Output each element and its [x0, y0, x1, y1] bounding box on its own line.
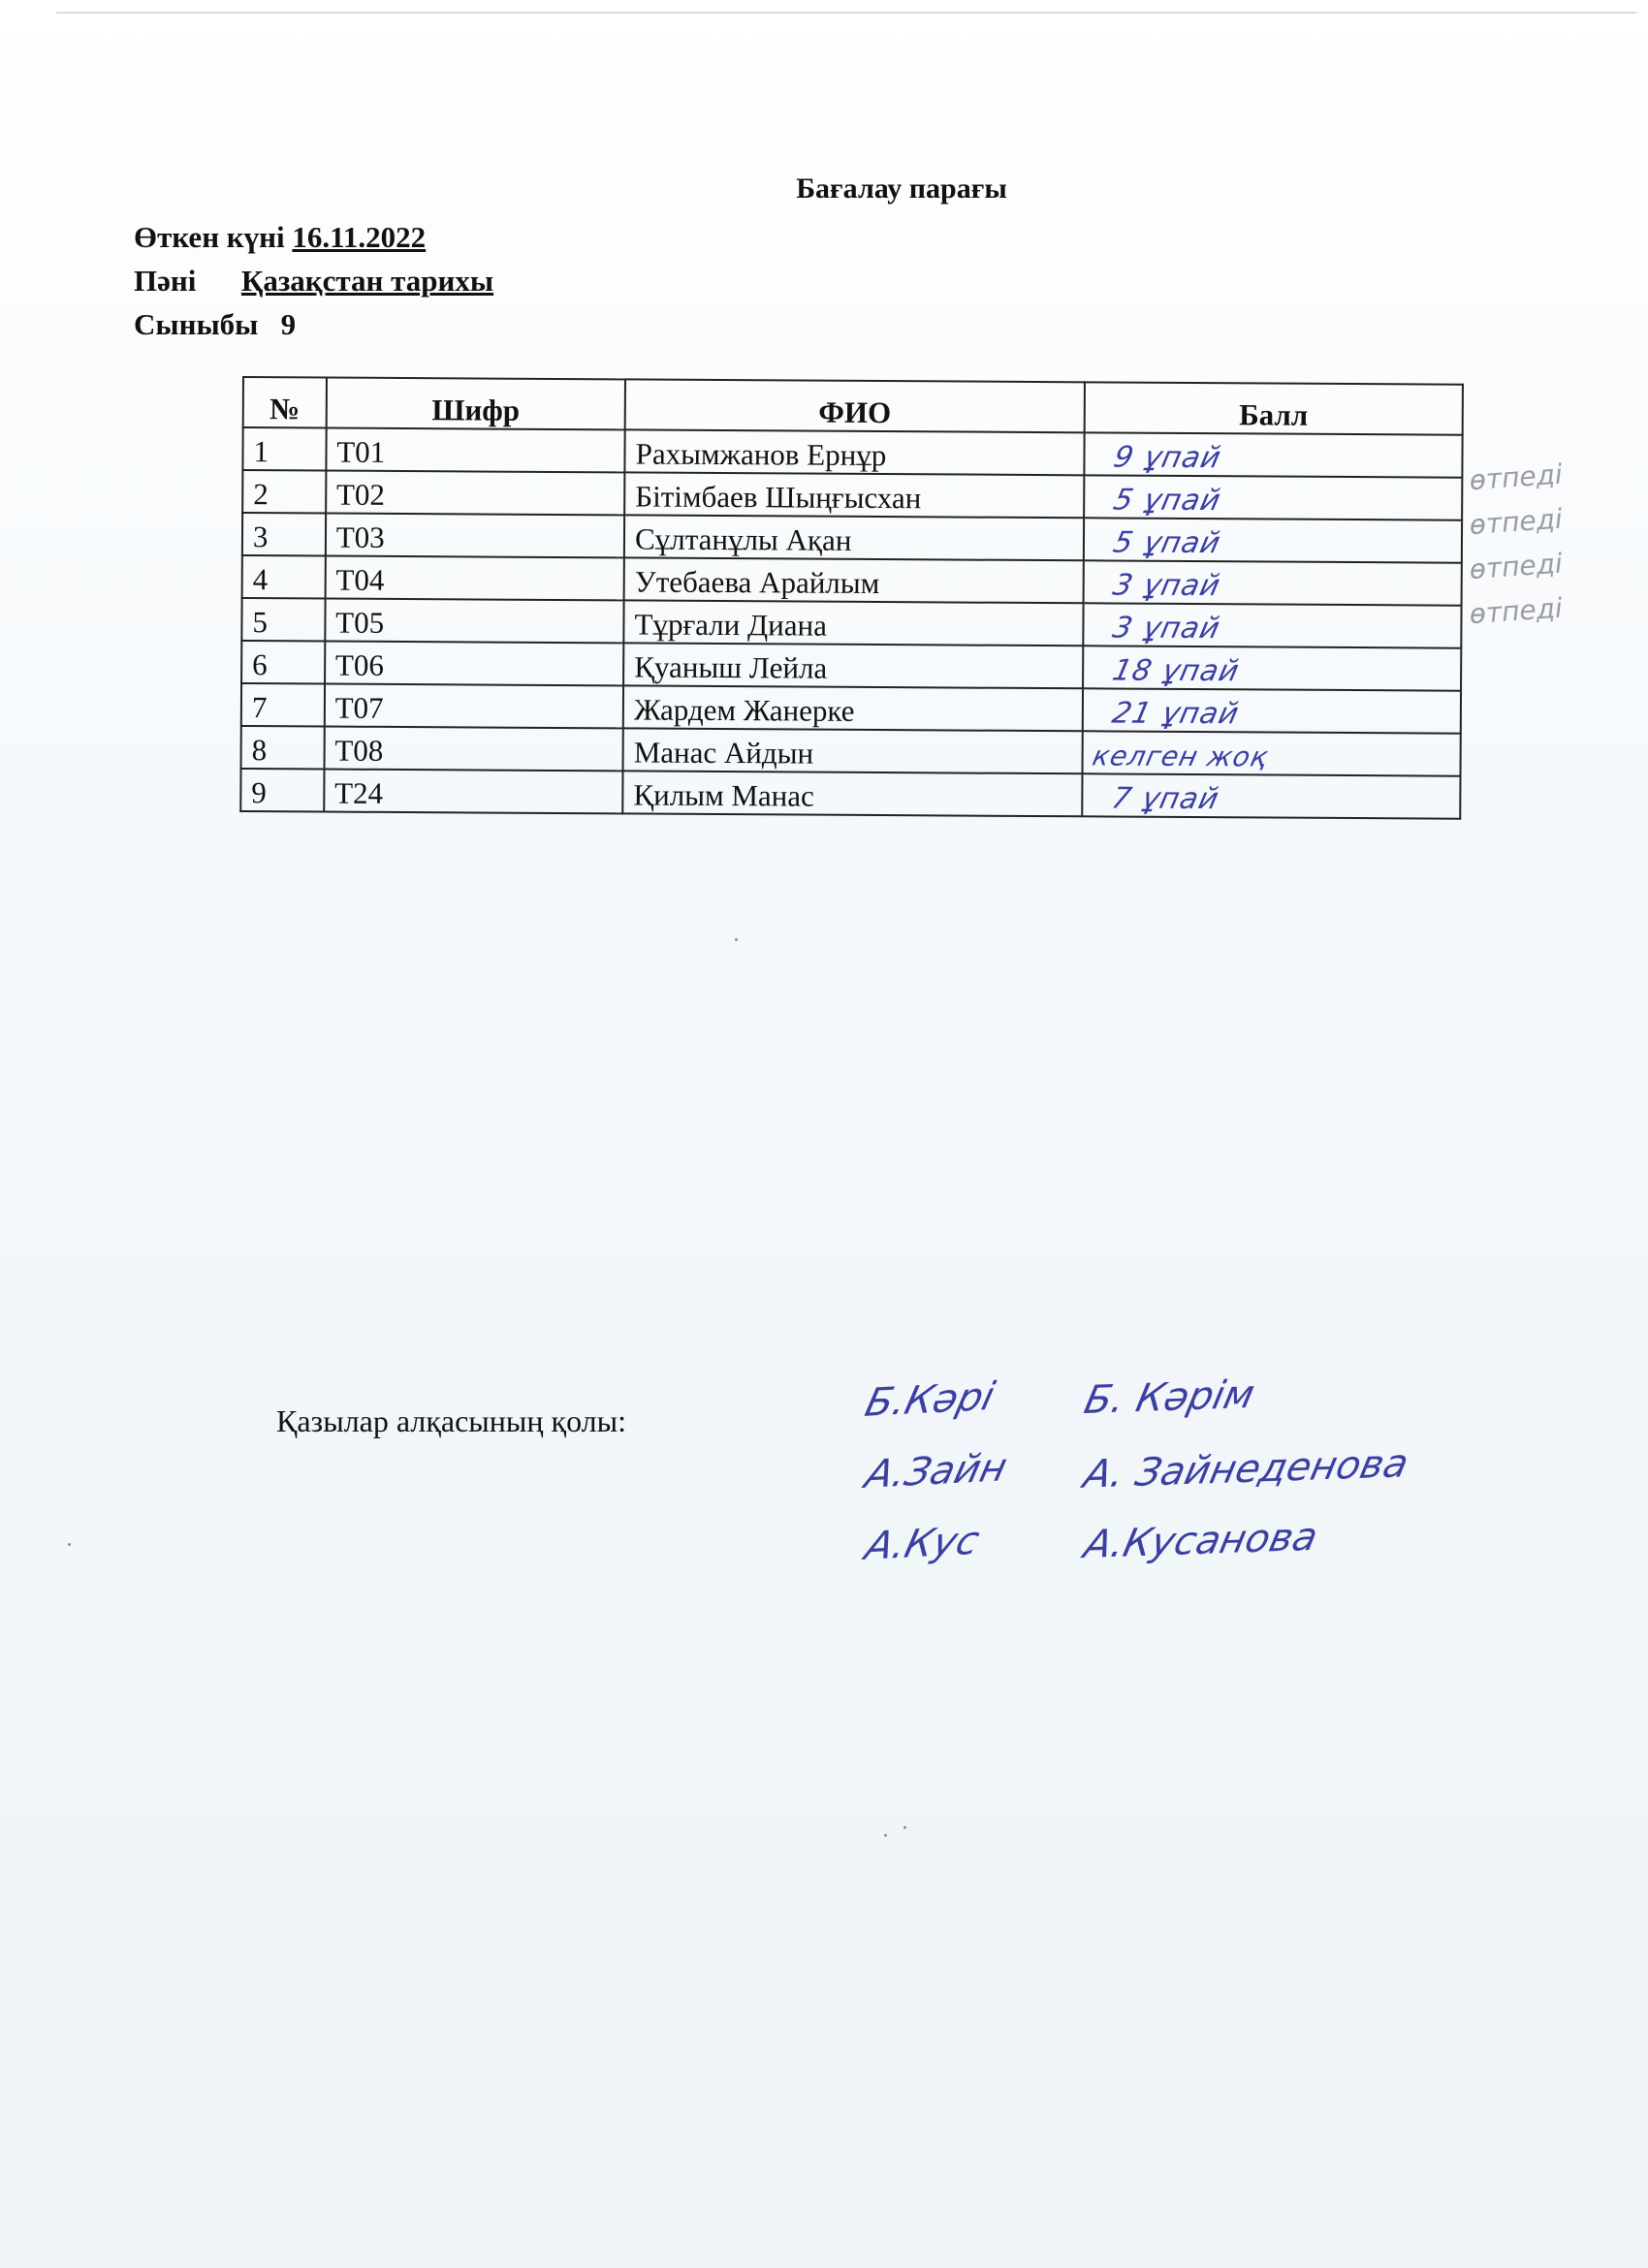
row-code: T03	[326, 514, 625, 558]
table-row	[242, 555, 1462, 606]
row-score: 5 ұпай	[1110, 483, 1224, 519]
class-label: Сыныбы	[134, 307, 259, 341]
row-name: Утебаева Арайлым	[624, 557, 1084, 603]
signature-row	[861, 1505, 1469, 1577]
pencil-note: өтпеді	[1468, 547, 1564, 586]
row-score: келген жоқ	[1089, 740, 1272, 773]
row-number: 9	[240, 769, 324, 812]
row-score-cell	[1084, 475, 1462, 520]
row-score-cell	[1082, 731, 1460, 775]
row-score: 5 ұпай	[1110, 525, 1224, 561]
table-row	[241, 726, 1461, 776]
row-number: 2	[242, 470, 326, 514]
row-score-cell	[1083, 603, 1461, 647]
table-row	[242, 513, 1462, 563]
table-row	[242, 470, 1462, 520]
subject-label: Пәні	[134, 264, 197, 298]
row-name: Қилым Манас	[622, 771, 1082, 816]
row-number: 6	[241, 641, 325, 684]
header-name: ФИО	[625, 379, 1085, 432]
class-value: 9	[280, 307, 297, 341]
row-name: Бітімбаев Шыңғысхан	[624, 472, 1084, 518]
row-code: T02	[326, 471, 625, 516]
date-value: 16.11.2022	[292, 220, 427, 254]
jury-signatures	[861, 1362, 1469, 1577]
row-number: 7	[241, 683, 325, 727]
row-number: 3	[242, 513, 326, 556]
row-score: 9 ұпай	[1110, 440, 1225, 476]
class-line	[134, 306, 296, 343]
row-name: Рахымжанов Ернұр	[625, 429, 1085, 475]
scan-speck	[68, 1543, 71, 1546]
row-score-cell	[1083, 646, 1461, 690]
date-label: Өткен күні	[134, 220, 285, 254]
row-score: 3 ұпай	[1109, 568, 1224, 604]
subject-line	[134, 263, 493, 299]
signature-mark: А.Зайн	[861, 1445, 1012, 1497]
signature-name: А. Зайнеденова	[1079, 1441, 1412, 1497]
row-score-cell	[1083, 688, 1461, 733]
row-name: Жардем Жанерке	[623, 685, 1083, 731]
signature-name: Б. Кәрім	[1080, 1372, 1259, 1423]
row-score-cell	[1083, 560, 1461, 605]
row-code: T07	[325, 684, 624, 729]
signature-mark: Б.Кәрі	[861, 1374, 999, 1426]
table-row	[241, 683, 1461, 734]
row-score-cell	[1084, 432, 1462, 477]
date-line	[134, 219, 426, 256]
table-row	[241, 641, 1461, 691]
scan-speck	[884, 1834, 887, 1837]
pencil-notes	[1470, 459, 1615, 638]
row-code: T04	[325, 556, 624, 601]
document-title: Бағалау парағы	[796, 173, 1007, 205]
row-name: Манас Айдын	[623, 728, 1083, 773]
scan-edge-line	[56, 12, 1636, 14]
table-header-row	[243, 377, 1463, 435]
signature-row	[861, 1362, 1469, 1433]
subject-value: Қазақстан тарихы	[240, 264, 494, 298]
table-row	[241, 598, 1461, 648]
pencil-note: өтпеді	[1468, 502, 1564, 542]
row-name: Сұлтанұлы Ақан	[624, 515, 1084, 560]
row-score-cell	[1082, 773, 1460, 818]
signature-row	[861, 1433, 1469, 1505]
header-code: Шифр	[326, 378, 625, 430]
pencil-note: өтпеді	[1468, 591, 1564, 631]
row-score: 18 ұпай	[1109, 653, 1243, 689]
table-row	[240, 769, 1460, 819]
row-name: Тұрғали Диана	[623, 600, 1083, 646]
row-code: T08	[324, 727, 623, 772]
row-score: 21 ұпай	[1108, 696, 1243, 732]
row-code: T24	[324, 770, 623, 814]
row-code: T01	[326, 428, 625, 473]
row-score-cell	[1084, 518, 1462, 562]
header-number: №	[243, 377, 327, 428]
table-row	[242, 427, 1462, 478]
pencil-note: өтпеді	[1468, 457, 1564, 497]
header-score: Балл	[1085, 382, 1463, 434]
row-score: 3 ұпай	[1109, 611, 1224, 646]
scores-table	[239, 376, 1464, 820]
row-name: Қуаныш Лейла	[623, 643, 1083, 688]
signature-name: А.Кусанова	[1080, 1514, 1322, 1568]
scan-speck	[903, 1826, 906, 1829]
jury-signature-label: Қазылар алқасының қолы:	[276, 1403, 626, 1438]
signature-mark: А.Кус	[861, 1518, 984, 1569]
row-score: 7 ұпай	[1108, 781, 1222, 817]
row-number: 5	[241, 598, 325, 642]
row-code: T06	[325, 642, 624, 686]
row-number: 8	[241, 726, 325, 770]
row-number: 1	[242, 427, 326, 471]
scan-speck	[735, 938, 738, 941]
row-code: T05	[325, 599, 624, 644]
row-number: 4	[242, 555, 326, 599]
